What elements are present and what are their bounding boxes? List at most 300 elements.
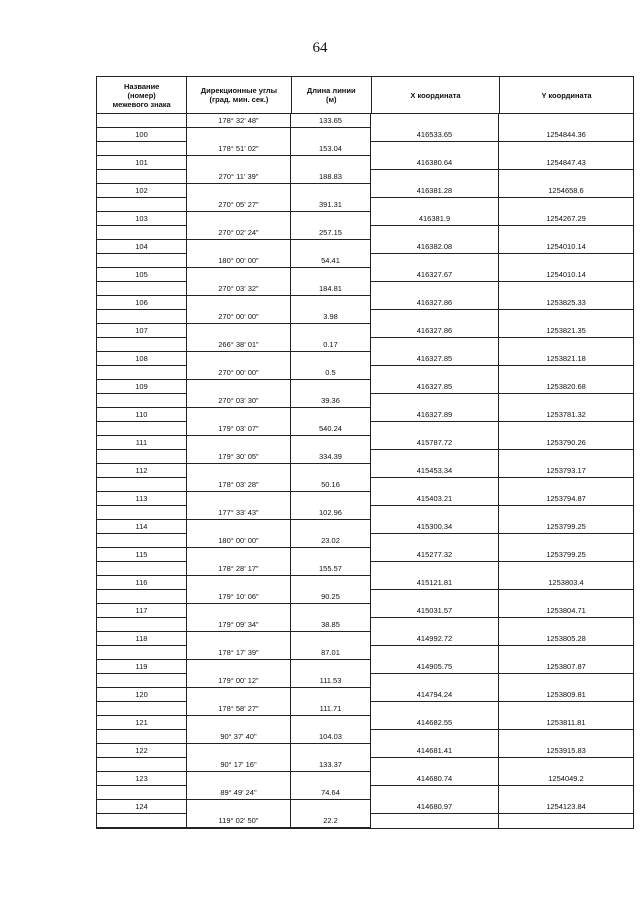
y-cell — [499, 170, 633, 184]
y-cell — [499, 506, 633, 520]
table-row-segment — [97, 730, 633, 744]
angle-cell — [187, 324, 291, 338]
table-row-segment — [97, 226, 633, 240]
table-row-point — [97, 128, 633, 142]
table-row-segment — [97, 282, 633, 296]
point-name-cell: 110 — [97, 408, 187, 422]
table-row-point — [97, 744, 633, 758]
y-cell — [499, 198, 633, 212]
length-cell: 155.57 — [291, 562, 371, 576]
length-cell: 0.5 — [291, 366, 371, 380]
angle-cell — [187, 240, 291, 254]
name-cell — [97, 702, 187, 716]
table-row-point — [97, 800, 633, 814]
length-cell: 39.36 — [291, 394, 371, 408]
y-coordinate-cell: 1253811.81 — [499, 716, 633, 730]
x-coordinate-cell: 415453.34 — [371, 464, 499, 478]
y-cell — [499, 366, 633, 380]
y-coordinate-cell: 1253781.32 — [499, 408, 633, 422]
table-row-segment — [97, 618, 633, 632]
table-row-segment — [97, 562, 633, 576]
y-cell — [499, 786, 633, 800]
y-coordinate-cell: 1253799.25 — [499, 520, 633, 534]
table-row-segment — [97, 646, 633, 660]
x-cell — [371, 786, 499, 800]
table-row-point — [97, 576, 633, 590]
table-row-point — [97, 352, 633, 366]
y-coordinate-cell: 1254844.36 — [499, 128, 633, 142]
y-coordinate-cell: 1253794.87 — [499, 492, 633, 506]
table-row-point — [97, 184, 633, 198]
y-coordinate-cell: 1254049.2 — [499, 772, 633, 786]
y-cell — [499, 450, 633, 464]
table-row-point — [97, 240, 633, 254]
name-cell — [97, 282, 187, 296]
y-cell — [499, 338, 633, 352]
y-coordinate-cell: 1253803.4 — [499, 576, 633, 590]
point-name-cell: 124 — [97, 800, 187, 814]
angle-cell — [187, 800, 291, 814]
y-cell — [499, 562, 633, 576]
x-coordinate-cell: 416380.64 — [371, 156, 499, 170]
x-cell — [371, 282, 499, 296]
header-name-line1: Название — [123, 81, 160, 91]
x-cell — [371, 562, 499, 576]
angle-cell — [187, 268, 291, 282]
table-row-point — [97, 604, 633, 618]
point-name-cell: 118 — [97, 632, 187, 646]
x-cell — [371, 758, 499, 772]
table-row-segment — [97, 422, 633, 436]
y-cell — [499, 758, 633, 772]
angle-cell — [187, 492, 291, 506]
angle-cell: 270° 00' 00" — [187, 366, 291, 380]
table-row-point — [97, 492, 633, 506]
angle-cell — [187, 716, 291, 730]
x-coordinate-cell: 415787.72 — [371, 436, 499, 450]
y-cell — [499, 590, 633, 604]
angle-cell — [187, 380, 291, 394]
table-row-segment — [97, 702, 633, 716]
y-coordinate-cell: 1253799.25 — [499, 548, 633, 562]
length-cell — [291, 352, 371, 366]
y-cell — [499, 702, 633, 716]
name-cell — [97, 170, 187, 184]
y-cell — [499, 618, 633, 632]
table-row-segment — [97, 478, 633, 492]
table-row-segment — [97, 198, 633, 212]
angle-cell: 179° 30' 05" — [187, 450, 291, 464]
angle-cell: 179° 03' 07" — [187, 422, 291, 436]
angle-cell: 179° 09' 34" — [187, 618, 291, 632]
name-cell — [97, 786, 187, 800]
angle-cell: 178° 32' 48" — [187, 114, 291, 128]
x-cell — [371, 114, 499, 128]
point-name-cell: 104 — [97, 240, 187, 254]
y-coordinate-cell: 1254658.6 — [499, 184, 633, 198]
point-name-cell: 113 — [97, 492, 187, 506]
name-cell — [97, 394, 187, 408]
angle-cell — [187, 296, 291, 310]
length-cell — [291, 660, 371, 674]
x-coordinate-cell: 415031.57 — [371, 604, 499, 618]
length-cell — [291, 576, 371, 590]
length-cell — [291, 520, 371, 534]
length-cell: 22.2 — [291, 814, 371, 828]
point-name-cell: 100 — [97, 128, 187, 142]
x-cell — [371, 226, 499, 240]
header-length-line2: (м) — [325, 95, 337, 104]
x-coordinate-cell: 414794.24 — [371, 688, 499, 702]
angle-cell — [187, 408, 291, 422]
y-coordinate-cell: 1254123.84 — [499, 800, 633, 814]
length-cell — [291, 184, 371, 198]
length-cell: 38.85 — [291, 618, 371, 632]
length-cell: 184.81 — [291, 282, 371, 296]
point-name-cell: 117 — [97, 604, 187, 618]
y-coordinate-cell: 1253804.71 — [499, 604, 633, 618]
angle-cell: 178° 03' 28" — [187, 478, 291, 492]
name-cell — [97, 254, 187, 268]
x-coordinate-cell: 416327.85 — [371, 380, 499, 394]
x-cell — [371, 142, 499, 156]
table-row-point — [97, 520, 633, 534]
x-cell — [371, 730, 499, 744]
name-cell — [97, 534, 187, 548]
angle-cell: 270° 03' 32" — [187, 282, 291, 296]
length-cell: 334.39 — [291, 450, 371, 464]
y-cell — [499, 814, 633, 828]
x-coordinate-cell: 416327.86 — [371, 296, 499, 310]
x-coordinate-cell: 414682.55 — [371, 716, 499, 730]
name-cell — [97, 310, 187, 324]
x-coordinate-cell: 414681.41 — [371, 744, 499, 758]
y-cell — [499, 478, 633, 492]
name-cell — [97, 450, 187, 464]
length-cell: 0.17 — [291, 338, 371, 352]
angle-cell — [187, 436, 291, 450]
table-row-point — [97, 660, 633, 674]
x-coordinate-cell: 416381.9 — [371, 212, 499, 226]
x-coordinate-cell: 414905.75 — [371, 660, 499, 674]
header-y: Y координата — [541, 90, 592, 100]
header-x: X координата — [372, 77, 500, 113]
table-row-segment — [97, 114, 633, 128]
y-coordinate-cell: 1253805.28 — [499, 632, 633, 646]
y-cell — [499, 282, 633, 296]
length-cell — [291, 436, 371, 450]
x-coordinate-cell: 416382.08 — [371, 240, 499, 254]
length-cell: 23.02 — [291, 534, 371, 548]
header-angle-line2: (град. мин. сек.) — [209, 95, 269, 104]
x-coordinate-cell: 416381.28 — [371, 184, 499, 198]
angle-cell — [187, 464, 291, 478]
length-cell — [291, 688, 371, 702]
length-cell — [291, 800, 371, 814]
length-cell — [291, 604, 371, 618]
table-row-point — [97, 156, 633, 170]
x-cell — [371, 506, 499, 520]
table-row-point — [97, 772, 633, 786]
name-cell — [97, 674, 187, 688]
length-cell: 74.64 — [291, 786, 371, 800]
point-name-cell: 123 — [97, 772, 187, 786]
length-cell: 111.53 — [291, 674, 371, 688]
length-cell: 87.01 — [291, 646, 371, 660]
angle-cell — [187, 688, 291, 702]
point-name-cell: 115 — [97, 548, 187, 562]
table-row-segment — [97, 758, 633, 772]
angle-cell: 180° 00' 00" — [187, 254, 291, 268]
y-coordinate-cell: 1254010.14 — [499, 268, 633, 282]
header-name — [97, 77, 187, 113]
name-cell — [97, 562, 187, 576]
point-name-cell: 120 — [97, 688, 187, 702]
table-row-segment — [97, 142, 633, 156]
length-cell: 133.37 — [291, 758, 371, 772]
angle-cell — [187, 632, 291, 646]
name-cell — [97, 814, 187, 828]
x-cell — [371, 646, 499, 660]
angle-cell — [187, 156, 291, 170]
x-coordinate-cell: 416327.67 — [371, 268, 499, 282]
name-cell — [97, 758, 187, 772]
header-name-line2: (номер) — [127, 90, 156, 100]
length-cell — [291, 632, 371, 646]
table-row-segment — [97, 506, 633, 520]
header-length — [292, 77, 372, 113]
coordinates-table — [96, 76, 634, 829]
table-row-segment — [97, 394, 633, 408]
x-cell — [371, 702, 499, 716]
header-name-line3: межевого знака — [112, 99, 171, 109]
length-cell: 50.16 — [291, 478, 371, 492]
x-cell — [371, 310, 499, 324]
length-cell: 257.15 — [291, 226, 371, 240]
length-cell — [291, 548, 371, 562]
angle-cell — [187, 352, 291, 366]
x-coordinate-cell: 415403.21 — [371, 492, 499, 506]
name-cell — [97, 142, 187, 156]
point-name-cell: 119 — [97, 660, 187, 674]
table-row-segment — [97, 674, 633, 688]
table-row-segment — [97, 170, 633, 184]
x-cell — [371, 198, 499, 212]
angle-cell: 90° 37' 40" — [187, 730, 291, 744]
angle-cell: 270° 05' 27" — [187, 198, 291, 212]
x-cell — [371, 170, 499, 184]
x-coordinate-cell: 414680.74 — [371, 772, 499, 786]
length-cell: 188.83 — [291, 170, 371, 184]
y-coordinate-cell: 1254847.43 — [499, 156, 633, 170]
angle-cell — [187, 660, 291, 674]
x-cell — [371, 338, 499, 352]
table-body — [97, 114, 633, 828]
angle-cell: 90° 17' 16" — [187, 758, 291, 772]
length-cell: 111.71 — [291, 702, 371, 716]
angle-cell — [187, 548, 291, 562]
table-row-point — [97, 296, 633, 310]
name-cell — [97, 646, 187, 660]
point-name-cell: 108 — [97, 352, 187, 366]
x-coordinate-cell: 415300.34 — [371, 520, 499, 534]
angle-cell: 177° 33' 43" — [187, 506, 291, 520]
table-row-point — [97, 380, 633, 394]
table-row-segment — [97, 590, 633, 604]
angle-cell: 119° 02' 50" — [187, 814, 291, 828]
point-name-cell: 114 — [97, 520, 187, 534]
x-cell — [371, 478, 499, 492]
y-coordinate-cell: 1253809.81 — [499, 688, 633, 702]
length-cell — [291, 744, 371, 758]
point-name-cell: 112 — [97, 464, 187, 478]
table-row-segment — [97, 814, 633, 828]
name-cell — [97, 338, 187, 352]
table-row-segment — [97, 534, 633, 548]
length-cell: 90.25 — [291, 590, 371, 604]
y-coordinate-cell: 1253915.83 — [499, 744, 633, 758]
y-coordinate-cell: 1254010.14 — [499, 240, 633, 254]
length-cell — [291, 716, 371, 730]
x-coordinate-cell: 416327.89 — [371, 408, 499, 422]
table-row-point — [97, 632, 633, 646]
y-coordinate-cell: 1253790.26 — [499, 436, 633, 450]
point-name-cell: 107 — [97, 324, 187, 338]
length-cell: 133.65 — [291, 114, 371, 128]
y-cell — [499, 114, 633, 128]
table-row-point — [97, 688, 633, 702]
name-cell — [97, 478, 187, 492]
x-cell — [371, 814, 499, 828]
x-cell — [371, 674, 499, 688]
x-coordinate-cell: 415277.32 — [371, 548, 499, 562]
x-cell — [371, 394, 499, 408]
angle-cell: 266° 38' 01" — [187, 338, 291, 352]
name-cell — [97, 366, 187, 380]
length-cell — [291, 128, 371, 142]
table-row-segment — [97, 366, 633, 380]
header-length-line1: Длина линии — [306, 86, 356, 95]
name-cell — [97, 618, 187, 632]
table-row-point — [97, 436, 633, 450]
y-cell — [499, 394, 633, 408]
name-cell — [97, 422, 187, 436]
point-name-cell: 109 — [97, 380, 187, 394]
angle-cell: 178° 28' 17" — [187, 562, 291, 576]
angle-cell: 270° 02' 24" — [187, 226, 291, 240]
length-cell: 3.98 — [291, 310, 371, 324]
x-cell — [371, 366, 499, 380]
x-cell — [371, 590, 499, 604]
x-cell — [371, 450, 499, 464]
point-name-cell: 102 — [97, 184, 187, 198]
x-coordinate-cell: 415121.81 — [371, 576, 499, 590]
angle-cell: 178° 17' 39" — [187, 646, 291, 660]
name-cell — [97, 506, 187, 520]
point-name-cell: 103 — [97, 212, 187, 226]
x-coordinate-cell: 414680.97 — [371, 800, 499, 814]
table-row-segment — [97, 786, 633, 800]
angle-cell: 178° 51' 02" — [187, 142, 291, 156]
table-row-point — [97, 212, 633, 226]
table-row-segment — [97, 450, 633, 464]
length-cell — [291, 324, 371, 338]
name-cell — [97, 730, 187, 744]
y-cell — [499, 534, 633, 548]
length-cell — [291, 268, 371, 282]
y-coordinate-cell: 1253821.18 — [499, 352, 633, 366]
length-cell — [291, 492, 371, 506]
point-name-cell: 122 — [97, 744, 187, 758]
length-cell: 54.41 — [291, 254, 371, 268]
table-row-segment — [97, 254, 633, 268]
y-cell — [499, 422, 633, 436]
table-row-segment — [97, 310, 633, 324]
header-angle — [187, 77, 291, 113]
y-cell — [499, 646, 633, 660]
y-cell — [499, 730, 633, 744]
header-angle-line1: Дирекционные углы — [200, 86, 278, 95]
length-cell — [291, 408, 371, 422]
y-cell — [499, 142, 633, 156]
angle-cell — [187, 772, 291, 786]
table-row-point — [97, 716, 633, 730]
point-name-cell: 101 — [97, 156, 187, 170]
x-cell — [371, 254, 499, 268]
y-cell — [499, 310, 633, 324]
angle-cell — [187, 520, 291, 534]
angle-cell — [187, 184, 291, 198]
x-coordinate-cell: 414992.72 — [371, 632, 499, 646]
y-coordinate-cell: 1253821.35 — [499, 324, 633, 338]
angle-cell: 179° 00' 12" — [187, 674, 291, 688]
angle-cell — [187, 576, 291, 590]
y-cell — [499, 254, 633, 268]
name-cell — [97, 226, 187, 240]
x-cell — [371, 534, 499, 548]
angle-cell — [187, 212, 291, 226]
length-cell: 391.31 — [291, 198, 371, 212]
length-cell: 153.04 — [291, 142, 371, 156]
y-coordinate-cell: 1253793.17 — [499, 464, 633, 478]
table-row-point — [97, 464, 633, 478]
table-row-point — [97, 408, 633, 422]
y-coordinate-cell: 1253825.33 — [499, 296, 633, 310]
name-cell — [97, 590, 187, 604]
name-cell — [97, 114, 187, 128]
angle-cell — [187, 604, 291, 618]
angle-cell: 270° 03' 30" — [187, 394, 291, 408]
angle-cell: 270° 11' 39" — [187, 170, 291, 184]
page-number: 64 — [312, 40, 328, 56]
angle-cell: 178° 58' 27" — [187, 702, 291, 716]
y-cell — [499, 674, 633, 688]
length-cell: 540.24 — [291, 422, 371, 436]
length-cell: 104.03 — [291, 730, 371, 744]
point-name-cell: 111 — [97, 436, 187, 450]
angle-cell: 180° 00' 00" — [187, 534, 291, 548]
length-cell — [291, 156, 371, 170]
table-row-point — [97, 324, 633, 338]
x-cell — [371, 618, 499, 632]
length-cell — [291, 296, 371, 310]
point-name-cell: 106 — [97, 296, 187, 310]
x-coordinate-cell: 416327.86 — [371, 324, 499, 338]
length-cell — [291, 212, 371, 226]
table-row-segment — [97, 338, 633, 352]
angle-cell: 179° 10' 06" — [187, 590, 291, 604]
y-coordinate-cell: 1253820.68 — [499, 380, 633, 394]
